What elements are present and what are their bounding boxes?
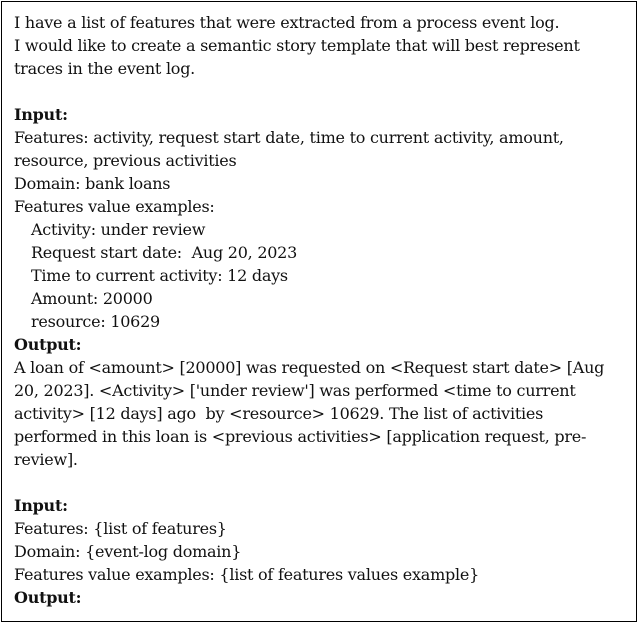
- value-example: Time to current activity: 12 days: [31, 266, 288, 285]
- spacer: [14, 80, 634, 103]
- template-features: Features: {list of features}: [14, 519, 227, 538]
- example-features-line: resource, previous activities: [14, 151, 237, 170]
- example-domain: Domain: bank loans: [14, 174, 171, 193]
- template-input-label: Input:: [14, 496, 68, 515]
- spacer: [14, 471, 634, 494]
- template-output-label: Output:: [14, 588, 82, 607]
- prompt-text: [14, 11, 634, 609]
- example-output-line: performed in this loan is <previous activities> [application request, pre-: [14, 427, 587, 446]
- example-output-line: 20, 2023]. <Activity> ['under review'] was performed <time to current: [14, 381, 576, 400]
- example-values-label: Features value examples:: [14, 197, 215, 216]
- example-output-line: A loan of <amount> [20000] was requested on <Request start date> [Aug: [14, 358, 605, 377]
- intro-line: traces in the event log.: [14, 59, 196, 78]
- value-example: Request start date: Aug 20, 2023: [31, 243, 298, 262]
- value-example: Activity: under review: [31, 220, 206, 239]
- example-output-line: review].: [14, 450, 78, 469]
- template-domain: Domain: {event-log domain}: [14, 542, 242, 561]
- example-input-label: Input:: [14, 105, 68, 124]
- prompt-box: [1, 1, 637, 622]
- example-output-label: Output:: [14, 335, 82, 354]
- value-example: resource: 10629: [31, 312, 160, 331]
- intro-line: I would like to create a semantic story template that will best represent: [14, 36, 580, 55]
- intro-line: I have a list of features that were extracted from a process event log.: [14, 13, 560, 32]
- template-examples: Features value examples: {list of features values example}: [14, 565, 479, 584]
- example-output-line: activity> [12 days] ago by <resource> 10629. The list of activities: [14, 404, 544, 423]
- value-example: Amount: 20000: [31, 289, 153, 308]
- example-features-line: Features: activity, request start date, time to current activity, amount,: [14, 128, 564, 147]
